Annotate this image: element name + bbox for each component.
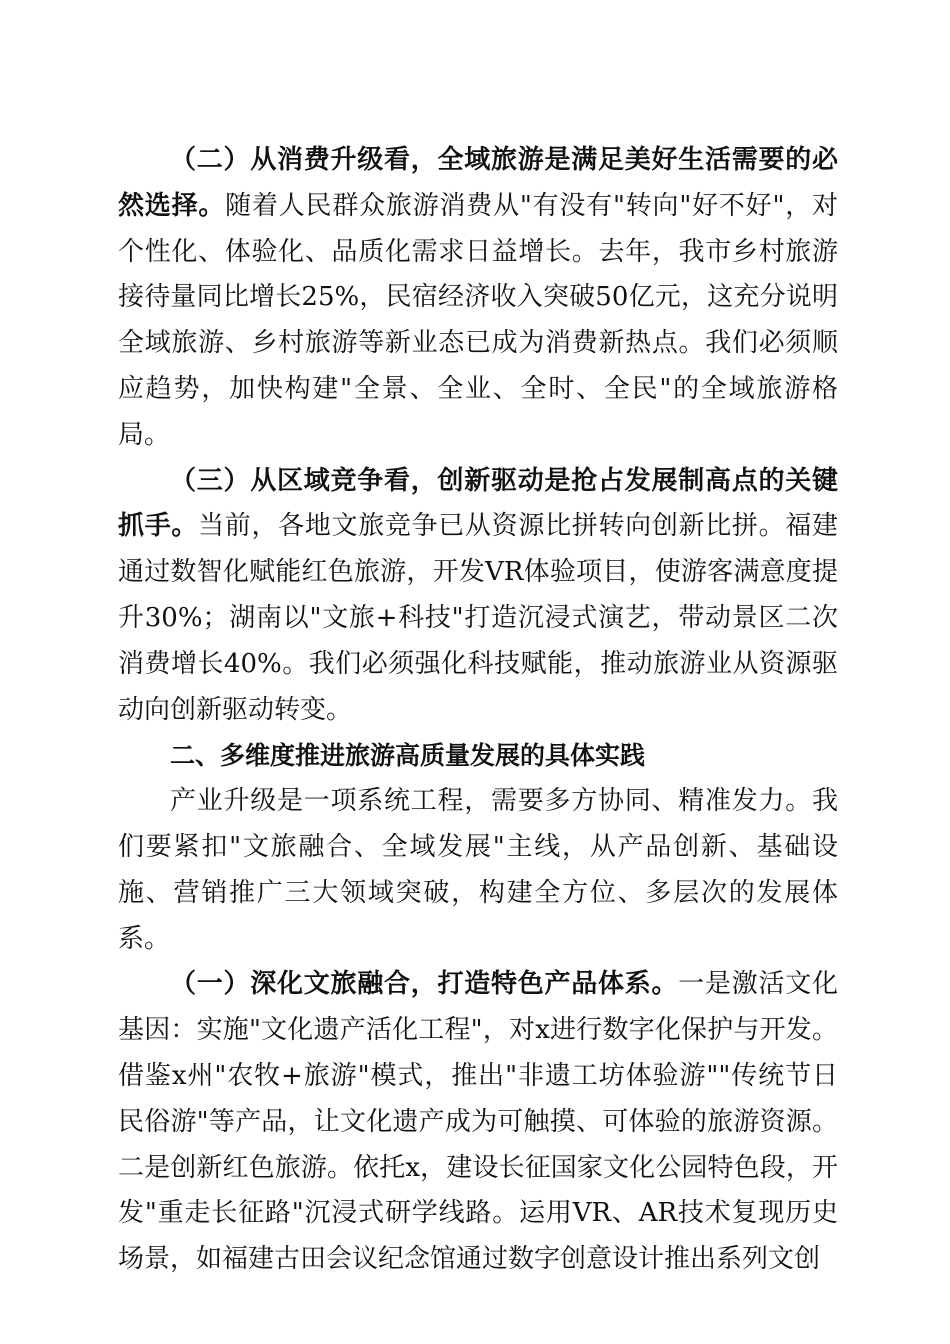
paragraph-lead: （一）深化文旅融合，打造特色产品体系。 [170, 969, 679, 1000]
paragraph-culture-tourism-integration [118, 962, 838, 1283]
paragraph-text: 一是激活文化基因：实施"文化遗产活化工程"，对x进行数字化保护与开发。借鉴x州"农牧+旅游"模式，推出"非遗工坊体验游""传统节日民俗游"等产品，让文化遗产成为可触摸、可体验的旅游资源。二是创新红色旅游。依托x，建设长征国家文化公园特色段，开发"重走长征路"沉浸式研学线路。运用VR、AR技术复现历史场景，如福建古田会议纪念馆通过数字创意设计推出系列文创 [118, 969, 838, 1275]
document-body [118, 138, 838, 1283]
paragraph-lead: （三）从区域竞争看，创新驱动是抢占发展制高点的关键抓手。 [118, 465, 838, 542]
paragraph-system-engineering: 产业升级是一项系统工程，需要多方协同、精准发力。我们要紧扣"文旅融合、全域发展"主线，从产品创新、基础设施、营销推广三大领域突破，构建全方位、多层次的发展体系。 [118, 786, 838, 954]
section-heading: 二、多维度推进旅游高质量发展的具体实践 [170, 741, 646, 771]
paragraph-lead: （二）从消费升级看，全域旅游是满足美好生活需要的必然选择。 [118, 145, 838, 221]
paragraph-text: 随着人民群众旅游消费从"有没有"转向"好不好"，对个性化、体验化、品质化需求日益增长。去年，我市乡村旅游接待量同比增长25%，民宿经济收入突破50亿元，这充分说明全域旅游、乡村旅游等新业态已成为消费新热点。我们必须顺应趋势，加快构建"全景、全业、全时、全民"的全域旅游格局。 [118, 190, 838, 450]
paragraph-text: 当前，各地文旅竞争已从资源比拼转向创新比拼。福建通过数智化赋能红色旅游，开发VR体验项目，使游客满意度提升30%；湖南以"文旅+科技"打造沉浸式演艺，带动景区二次消费增长40%。我们必须强化科技赋能，推动旅游业从资源驱动向创新驱动转变。 [118, 511, 838, 725]
paragraph-regional-competition [118, 459, 838, 734]
paragraph-consumption-upgrade [118, 138, 838, 459]
